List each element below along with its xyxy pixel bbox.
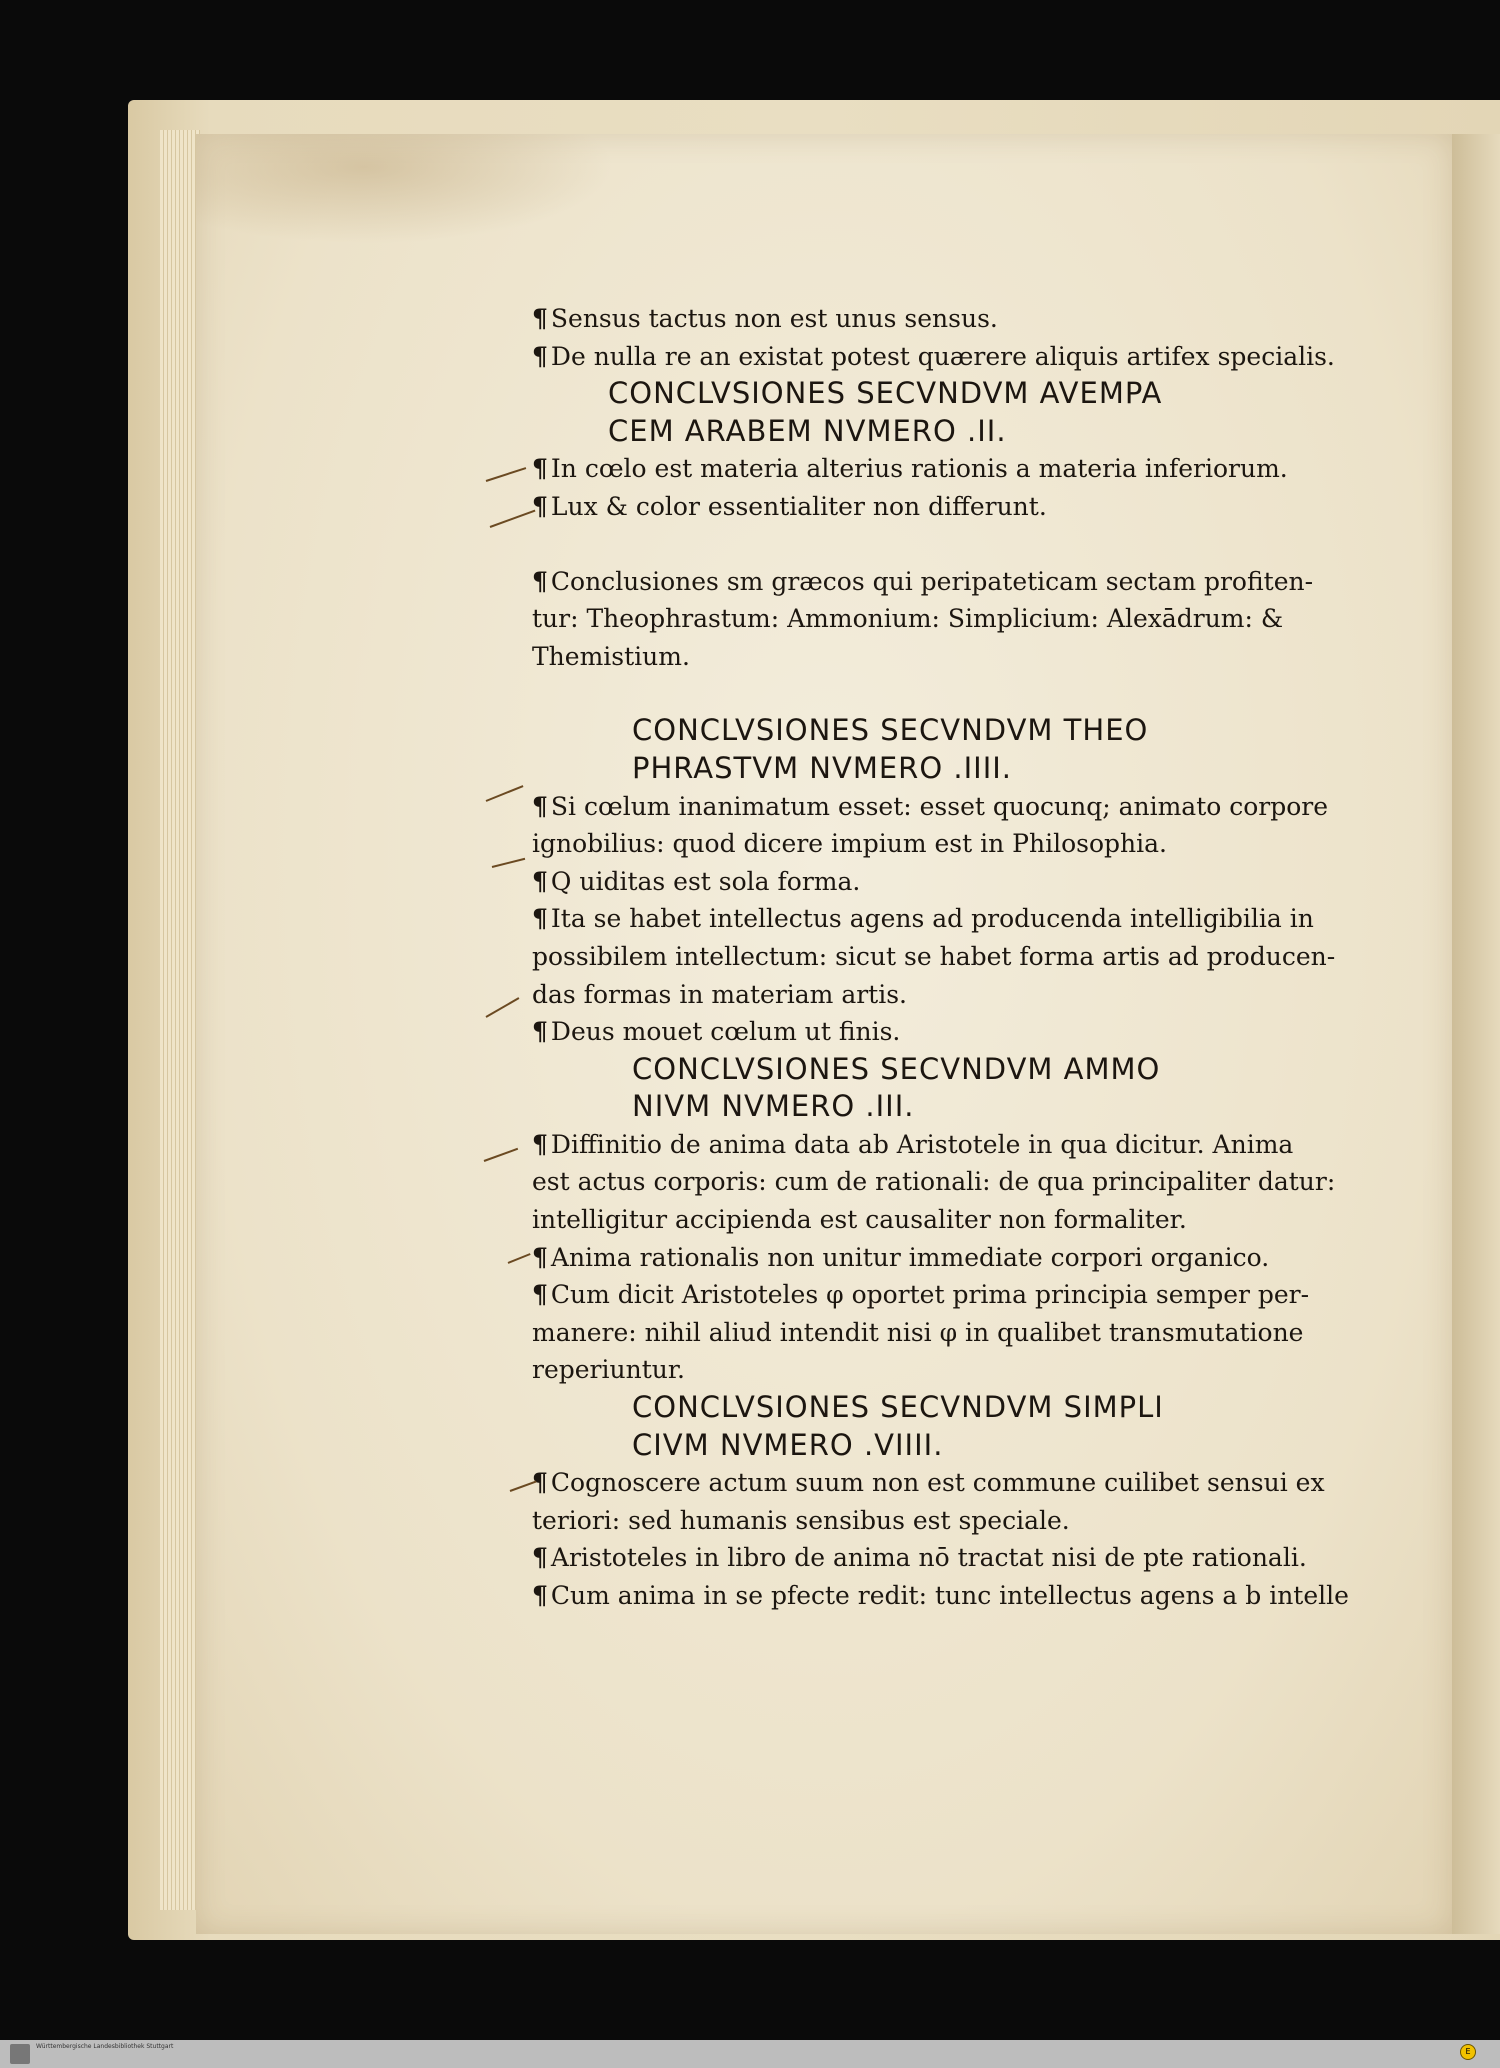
paragraph-line bbox=[532, 900, 1314, 938]
pilcrow-icon: ¶ bbox=[532, 566, 548, 596]
paragraph-line bbox=[532, 1013, 1302, 1051]
paragraph-line bbox=[532, 1239, 1302, 1277]
line-text: Diffinitio de anima data ab Aristotele in qua dicitur. Anima bbox=[550, 1129, 1294, 1159]
pilcrow-icon: ¶ bbox=[532, 1129, 548, 1159]
facing-page-edge bbox=[1452, 134, 1500, 1934]
paragraph-line bbox=[532, 488, 1302, 526]
line-text: das formas in materiam artis. bbox=[532, 979, 907, 1009]
printed-text-block bbox=[532, 300, 1349, 1615]
line-text: intelligitur accipienda est causaliter non formaliter. bbox=[532, 1205, 1187, 1235]
pilcrow-icon: ¶ bbox=[532, 904, 548, 934]
line-text: Anima rationalis non unitur immediate corpori organico. bbox=[550, 1242, 1270, 1272]
line-text: Aristoteles in libro de anima nō tractat nisi de pte rationali. bbox=[550, 1543, 1307, 1573]
line-text: De nulla re an existat potest quærere aliquis artifex specialis. bbox=[550, 341, 1335, 371]
paragraph-continuation bbox=[532, 976, 1302, 1014]
paragraph-continuation bbox=[532, 1201, 1302, 1239]
institution-name: Württembergische Landesbibliothek Stuttgart bbox=[36, 2043, 174, 2050]
line-text: ignobilius: quod dicere impium est in Philosophia. bbox=[532, 829, 1167, 859]
line-text: Sensus tactus non est unus sensus. bbox=[550, 304, 998, 333]
line-text: Themistium. bbox=[532, 641, 690, 671]
paragraph-line bbox=[532, 1577, 1349, 1615]
line-text: Deus mouet cœlum ut finis. bbox=[550, 1017, 901, 1047]
line-text: Lux & color essentialiter non differunt. bbox=[550, 491, 1047, 521]
line-text: teriori: sed humanis sensibus est speciale. bbox=[532, 1505, 1070, 1535]
line-text: Q uiditas est sola forma. bbox=[550, 866, 861, 896]
paragraph-line bbox=[532, 1539, 1307, 1577]
paragraph-continuation bbox=[532, 825, 1302, 863]
paragraph-line bbox=[532, 1464, 1325, 1502]
line-text: Ita se habet intellectus agens ad producenda intelligibilia in bbox=[550, 904, 1314, 934]
pilcrow-icon: ¶ bbox=[532, 454, 548, 484]
section-heading: CIVM NVMERO .VIIII. bbox=[632, 1427, 944, 1462]
paragraph-line bbox=[532, 1276, 1310, 1314]
paragraph-line bbox=[532, 338, 1335, 376]
paragraph-line bbox=[532, 450, 1302, 488]
line-text: Si cœlum inanimatum esset: esset quocunq; animato corpore bbox=[550, 791, 1329, 821]
page-edges bbox=[160, 130, 200, 1910]
line-text: Cognoscere actum suum non est commune cuilibet sensui ex bbox=[550, 1468, 1325, 1498]
pilcrow-icon: ¶ bbox=[532, 791, 548, 821]
pilcrow-icon: ¶ bbox=[532, 1280, 548, 1310]
blank-line bbox=[532, 675, 1302, 712]
viewer-footer-bar bbox=[0, 2040, 1500, 2068]
section-heading: NIVM NVMERO .III. bbox=[632, 1089, 915, 1124]
line-text: manere: nihil aliud intendit nisi φ in qualibet transmutatione bbox=[532, 1317, 1304, 1347]
paragraph-continuation bbox=[532, 1163, 1336, 1201]
paragraph-continuation bbox=[532, 1351, 1302, 1389]
line-text: reperiuntur. bbox=[532, 1355, 685, 1385]
pilcrow-icon: ¶ bbox=[532, 341, 548, 371]
section-heading: CONCLVSIONES SECVNDVM THEO bbox=[632, 713, 1149, 748]
paragraph-line bbox=[532, 300, 1302, 338]
pilcrow-icon: ¶ bbox=[532, 491, 548, 521]
europeana-badge-icon: E bbox=[1460, 2044, 1476, 2060]
paragraph-continuation bbox=[532, 1502, 1302, 1540]
line-text: tur: Theophrastum: Ammonium: Simplicium: Alexādrum: & bbox=[532, 604, 1284, 634]
paragraph-line bbox=[532, 1126, 1302, 1164]
pilcrow-icon: ¶ bbox=[532, 1017, 548, 1047]
pilcrow-icon: ¶ bbox=[532, 1543, 548, 1573]
paragraph-continuation bbox=[532, 638, 1302, 676]
pilcrow-icon: ¶ bbox=[532, 1468, 548, 1498]
library-logo-icon bbox=[10, 2044, 30, 2064]
line-text: Cum anima in se pfecte redit: tunc intellectus agens a b intelle bbox=[550, 1581, 1349, 1610]
paragraph-continuation bbox=[532, 600, 1302, 638]
section-heading: CONCLVSIONES SECVNDVM AVEMPA bbox=[608, 376, 1163, 411]
section-heading: CONCLVSIONES SECVNDVM SIMPLI bbox=[632, 1390, 1164, 1425]
blank-line bbox=[532, 526, 1302, 563]
paragraph-continuation bbox=[532, 938, 1336, 976]
paragraph-line bbox=[532, 863, 1302, 901]
section-heading: PHRASTVM NVMERO .IIII. bbox=[632, 750, 1013, 785]
paragraph-line bbox=[532, 563, 1314, 601]
line-text: Cum dicit Aristoteles φ oportet prima principia semper per- bbox=[550, 1280, 1310, 1310]
pilcrow-icon: ¶ bbox=[532, 866, 548, 896]
line-text: In cœlo est materia alterius rationis a materia inferiorum. bbox=[550, 454, 1288, 484]
line-text: est actus corporis: cum de rationali: de qua principaliter datur: bbox=[532, 1167, 1336, 1197]
pilcrow-icon: ¶ bbox=[532, 1242, 548, 1272]
water-stain bbox=[196, 134, 616, 244]
section-heading: CEM ARABEM NVMERO .II. bbox=[608, 413, 1007, 448]
paragraph-continuation bbox=[532, 1314, 1302, 1352]
pilcrow-icon: ¶ bbox=[532, 304, 548, 333]
paragraph-line bbox=[532, 788, 1329, 826]
pilcrow-icon: ¶ bbox=[532, 1581, 548, 1610]
section-heading: CONCLVSIONES SECVNDVM AMMO bbox=[632, 1051, 1161, 1086]
line-text: Conclusiones sm græcos qui peripateticam sectam profiten- bbox=[550, 566, 1314, 596]
line-text: possibilem intellectum: sicut se habet forma artis ad producen- bbox=[532, 941, 1336, 971]
